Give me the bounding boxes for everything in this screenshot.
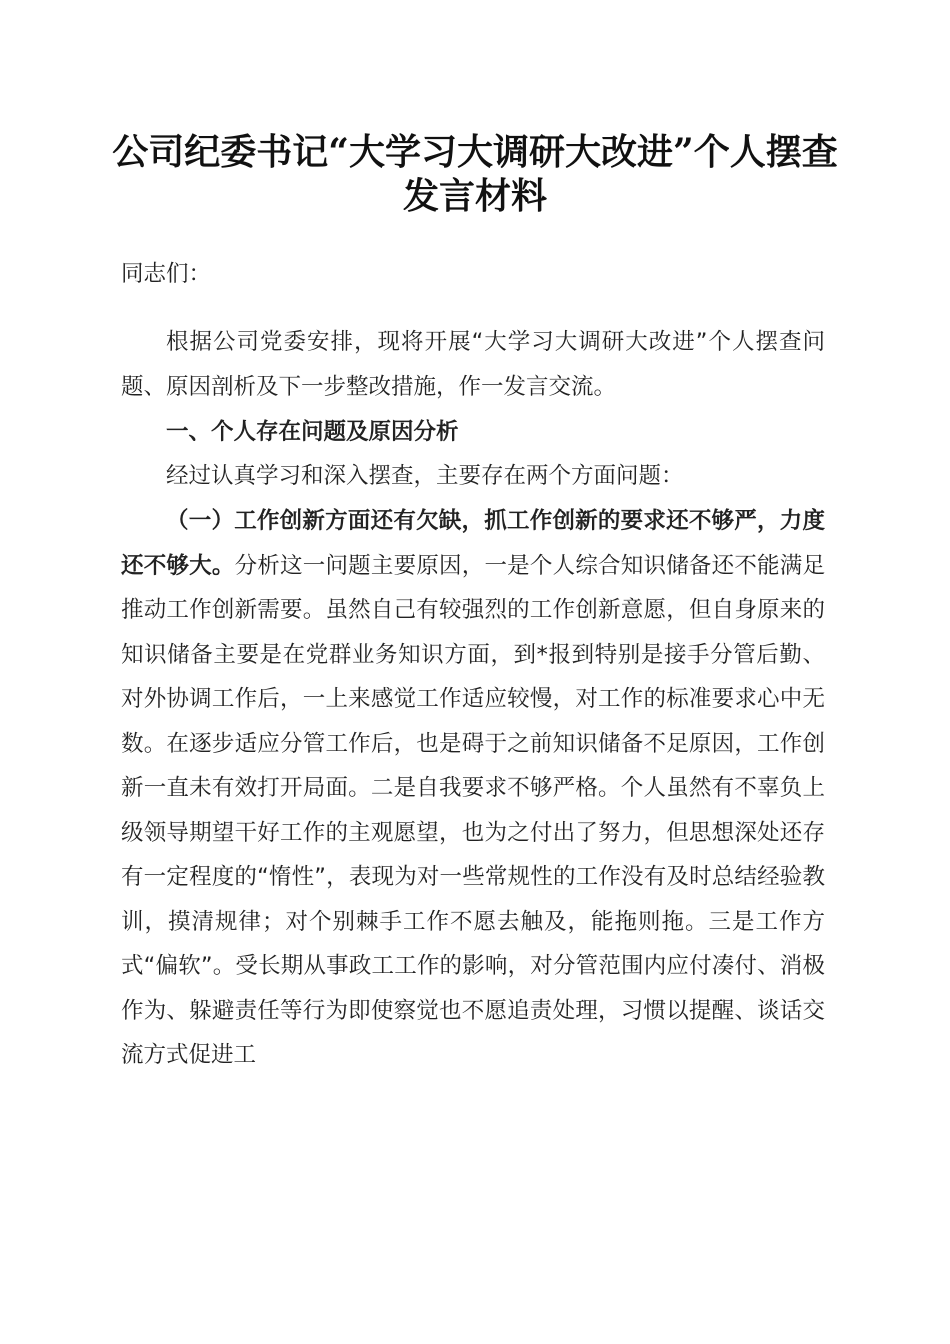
item-heading: （一）工作创新方面还有欠缺，抓工作创新的要求还不够严，力度还不够大。 xyxy=(121,508,825,579)
section-heading: 一、个人存在问题及原因分析 xyxy=(166,419,459,445)
salutation: 同志们： xyxy=(121,261,212,287)
section-lead-paragraph: 经过认真学习和深入摆查，主要存在两个方面问题： xyxy=(166,463,684,489)
item-paragraph xyxy=(121,499,825,1078)
intro-paragraph: 根据公司党委安排，现将开展“大学习大调研大改进”个人摆查问题、原因剖析及下一步整改措施，作一发言交流。 xyxy=(121,329,825,400)
document-title: 公司纪委书记“大学习大调研大改进”个人摆查发言材料 xyxy=(112,131,838,217)
item-body: 分析这一问题主要原因，一是个人综合知识储备还不能满足推动工作创新需要。虽然自己有较强烈的工作创新意愿，但自身原来的知识储备主要是在党群业务知识方面，到*报到特别是接手分管后勤、对外协调工作后，一上来感觉工作适应较慢，对工作的标准要求心中无数。在逐步适应分管工作后，也是碍于之前知识储备不足原因，工作创新一直未有效打开局面。二是自我要求不够严格。个人虽然有不辜负上级领导期望干好工作的主观愿望，也为之付出了努力，但思想深处还存有一定程度的“惰性”，表现为对一些常规性的工作没有及时总结经验教训，摸清规律；对个别棘手工作不愿去触及，能拖则拖。三是工作方式“偏软”。受长期从事政工工作的影响，对分管范围内应付凑付、消极作为、躲避责任等行为即使察觉也不愿追责处理，习惯以提醒、谈话交流方式促进工 xyxy=(121,552,825,1068)
